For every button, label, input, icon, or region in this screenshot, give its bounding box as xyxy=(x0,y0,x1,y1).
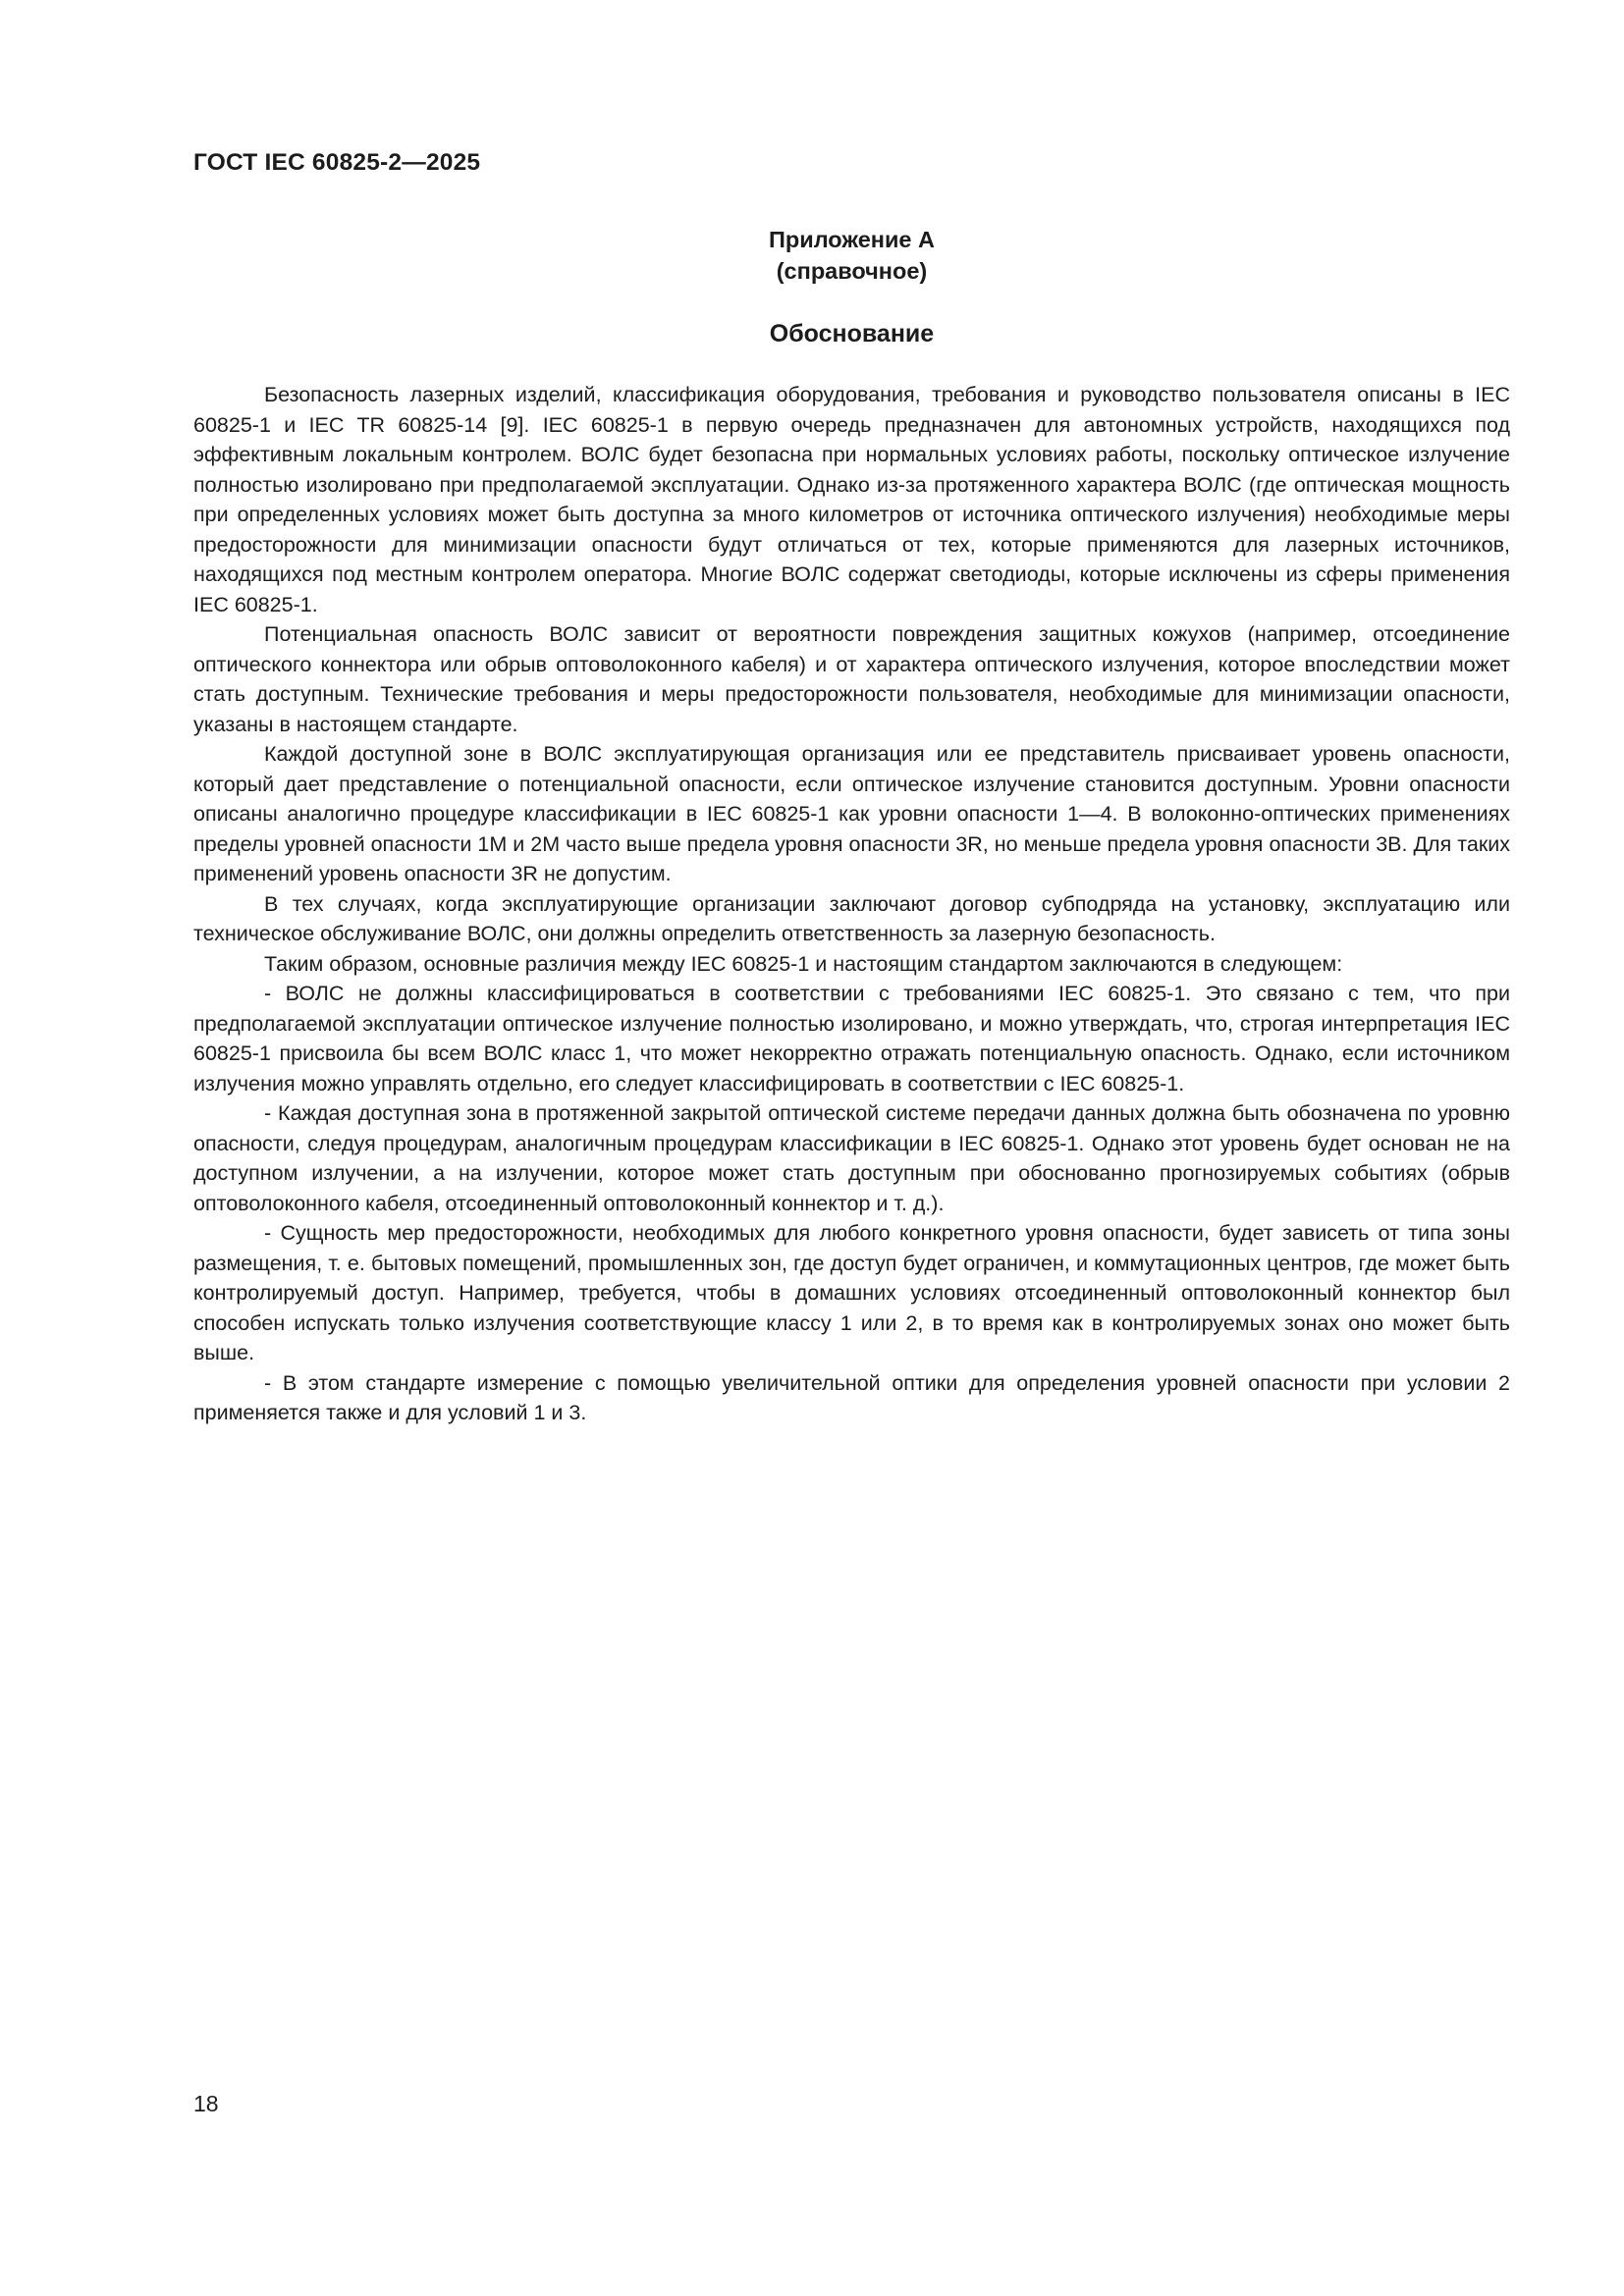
list-item: - Сущность мер предосторожности, необходимых для любого конкретного уровня опасности, будет зависеть от типа зоны размещения, т. е. бытовых помещений, промышленных зон, где доступ будет ограничен, и коммутационных центров, где может быть контролируемый доступ. Например, требуется, чтобы в домашних условиях отсоединенный оптоволоконный коннектор был способен испускать только излучения соответствующие классу 1 или 2, в то время как в контролируемых зонах оно может быть выше. xyxy=(193,1221,1510,1364)
list-item: - Каждая доступная зона в протяженной закрытой оптической системе передачи данных должна быть обозначена по уровню опасности, следуя процедурам, аналогичным процедурам классификации в IEC 60825-1. Однако этот уровень будет основан не на доступном излучении, а на излучении, которое может стать доступным при обоснованно прогнозируемых событиях (обрыв оптоволоконного кабеля, отсоединенный оптоволоконный коннектор и т. д.). xyxy=(193,1101,1510,1215)
paragraph: Каждой доступной зоне в ВОЛС эксплуатирующая организация или ее представитель присваивает уровень опасности, который дает представление о потенциальной опасности, если оптическое излучение становится доступным. Уровни опасности описаны аналогично процедуре классификации в IEC 60825-1 как уровни опасности 1—4. В волоконно-оптических применениях пределы уровней опасности 1М и 2М часто выше предела уровня опасности 3R, но меньше предела уровня опасности 3В. Для таких применений уровень опасности 3R не допустим. xyxy=(193,742,1510,885)
paragraph: Безопасность лазерных изделий, классификация оборудования, требования и руководство пользователя описаны в IEC 60825-1 и IEC TR 60825-14 [9]. IEC 60825-1 в первую очередь предназначен для автономных устройств, находящихся под эффективным локальным контролем. ВОЛС будет безопасна при нормальных условиях работы, поскольку оптическое излучение полностью изолировано при предполагаемой эксплуатации. Однако из-за протяженного характера ВОЛС (где оптическая мощность при определенных условиях может быть доступна за много километров от источника оптического излучения) необходимые меры предосторожности для минимизации опасности будут отличаться от тех, которые применяются для лазерных источников, находящихся под местным контролем оператора. Многие ВОЛС содержат светодиоды, которые исключены из сферы применения IEC 60825-1. xyxy=(193,383,1510,616)
paragraph: Таким образом, основные различия между IEC 60825-1 и настоящим стандартом заключаются в следующем: xyxy=(264,951,1343,976)
page-number: 18 xyxy=(193,2091,219,2116)
paragraph: Потенциальная опасность ВОЛС зависит от вероятности повреждения защитных кожухов (например, отсоединение оптического коннектора или обрыв оптоволоконного кабеля) и от характера оптического излучения, которое впоследствии может стать доступным. Технические требования и меры предосторожности пользователя, необходимые для минимизации опасности, указаны в настоящем стандарте. xyxy=(193,622,1510,736)
appendix-status: (справочное) xyxy=(776,258,928,284)
list-item: - ВОЛС не должны классифицироваться в соответствии с требованиями IEC 60825-1. Это связано с тем, что при предполагаемой эксплуатации оптическое излучение полностью изолировано, и можно утверждать, что, строгая интерпретация IEC 60825-1 присвоила бы всем ВОЛС класс 1, что может некорректно отражать потенциальную опасность. Однако, если источником излучения можно управлять отдельно, его следует классифицировать в соответствии с IEC 60825-1. xyxy=(193,982,1510,1095)
body-text xyxy=(193,380,1510,1428)
appendix-heading xyxy=(193,224,1510,287)
section-title: Обоснование xyxy=(769,320,935,347)
document-standard-id: ГОСТ IEC 60825-2—2025 xyxy=(193,149,481,176)
appendix-title: Приложение А xyxy=(769,227,935,252)
paragraph: В тех случаях, когда эксплуатирующие организации заключают договор субподряда на установку, эксплуатацию или техническое обслуживание ВОЛС, они должны определить ответственность за лазерную безопасность. xyxy=(193,891,1510,945)
list-item: - В этом стандарте измерение с помощью увеличительной оптики для определения уровней опасности при условии 2 применяется также и для условий 1 и 3. xyxy=(193,1370,1510,1424)
